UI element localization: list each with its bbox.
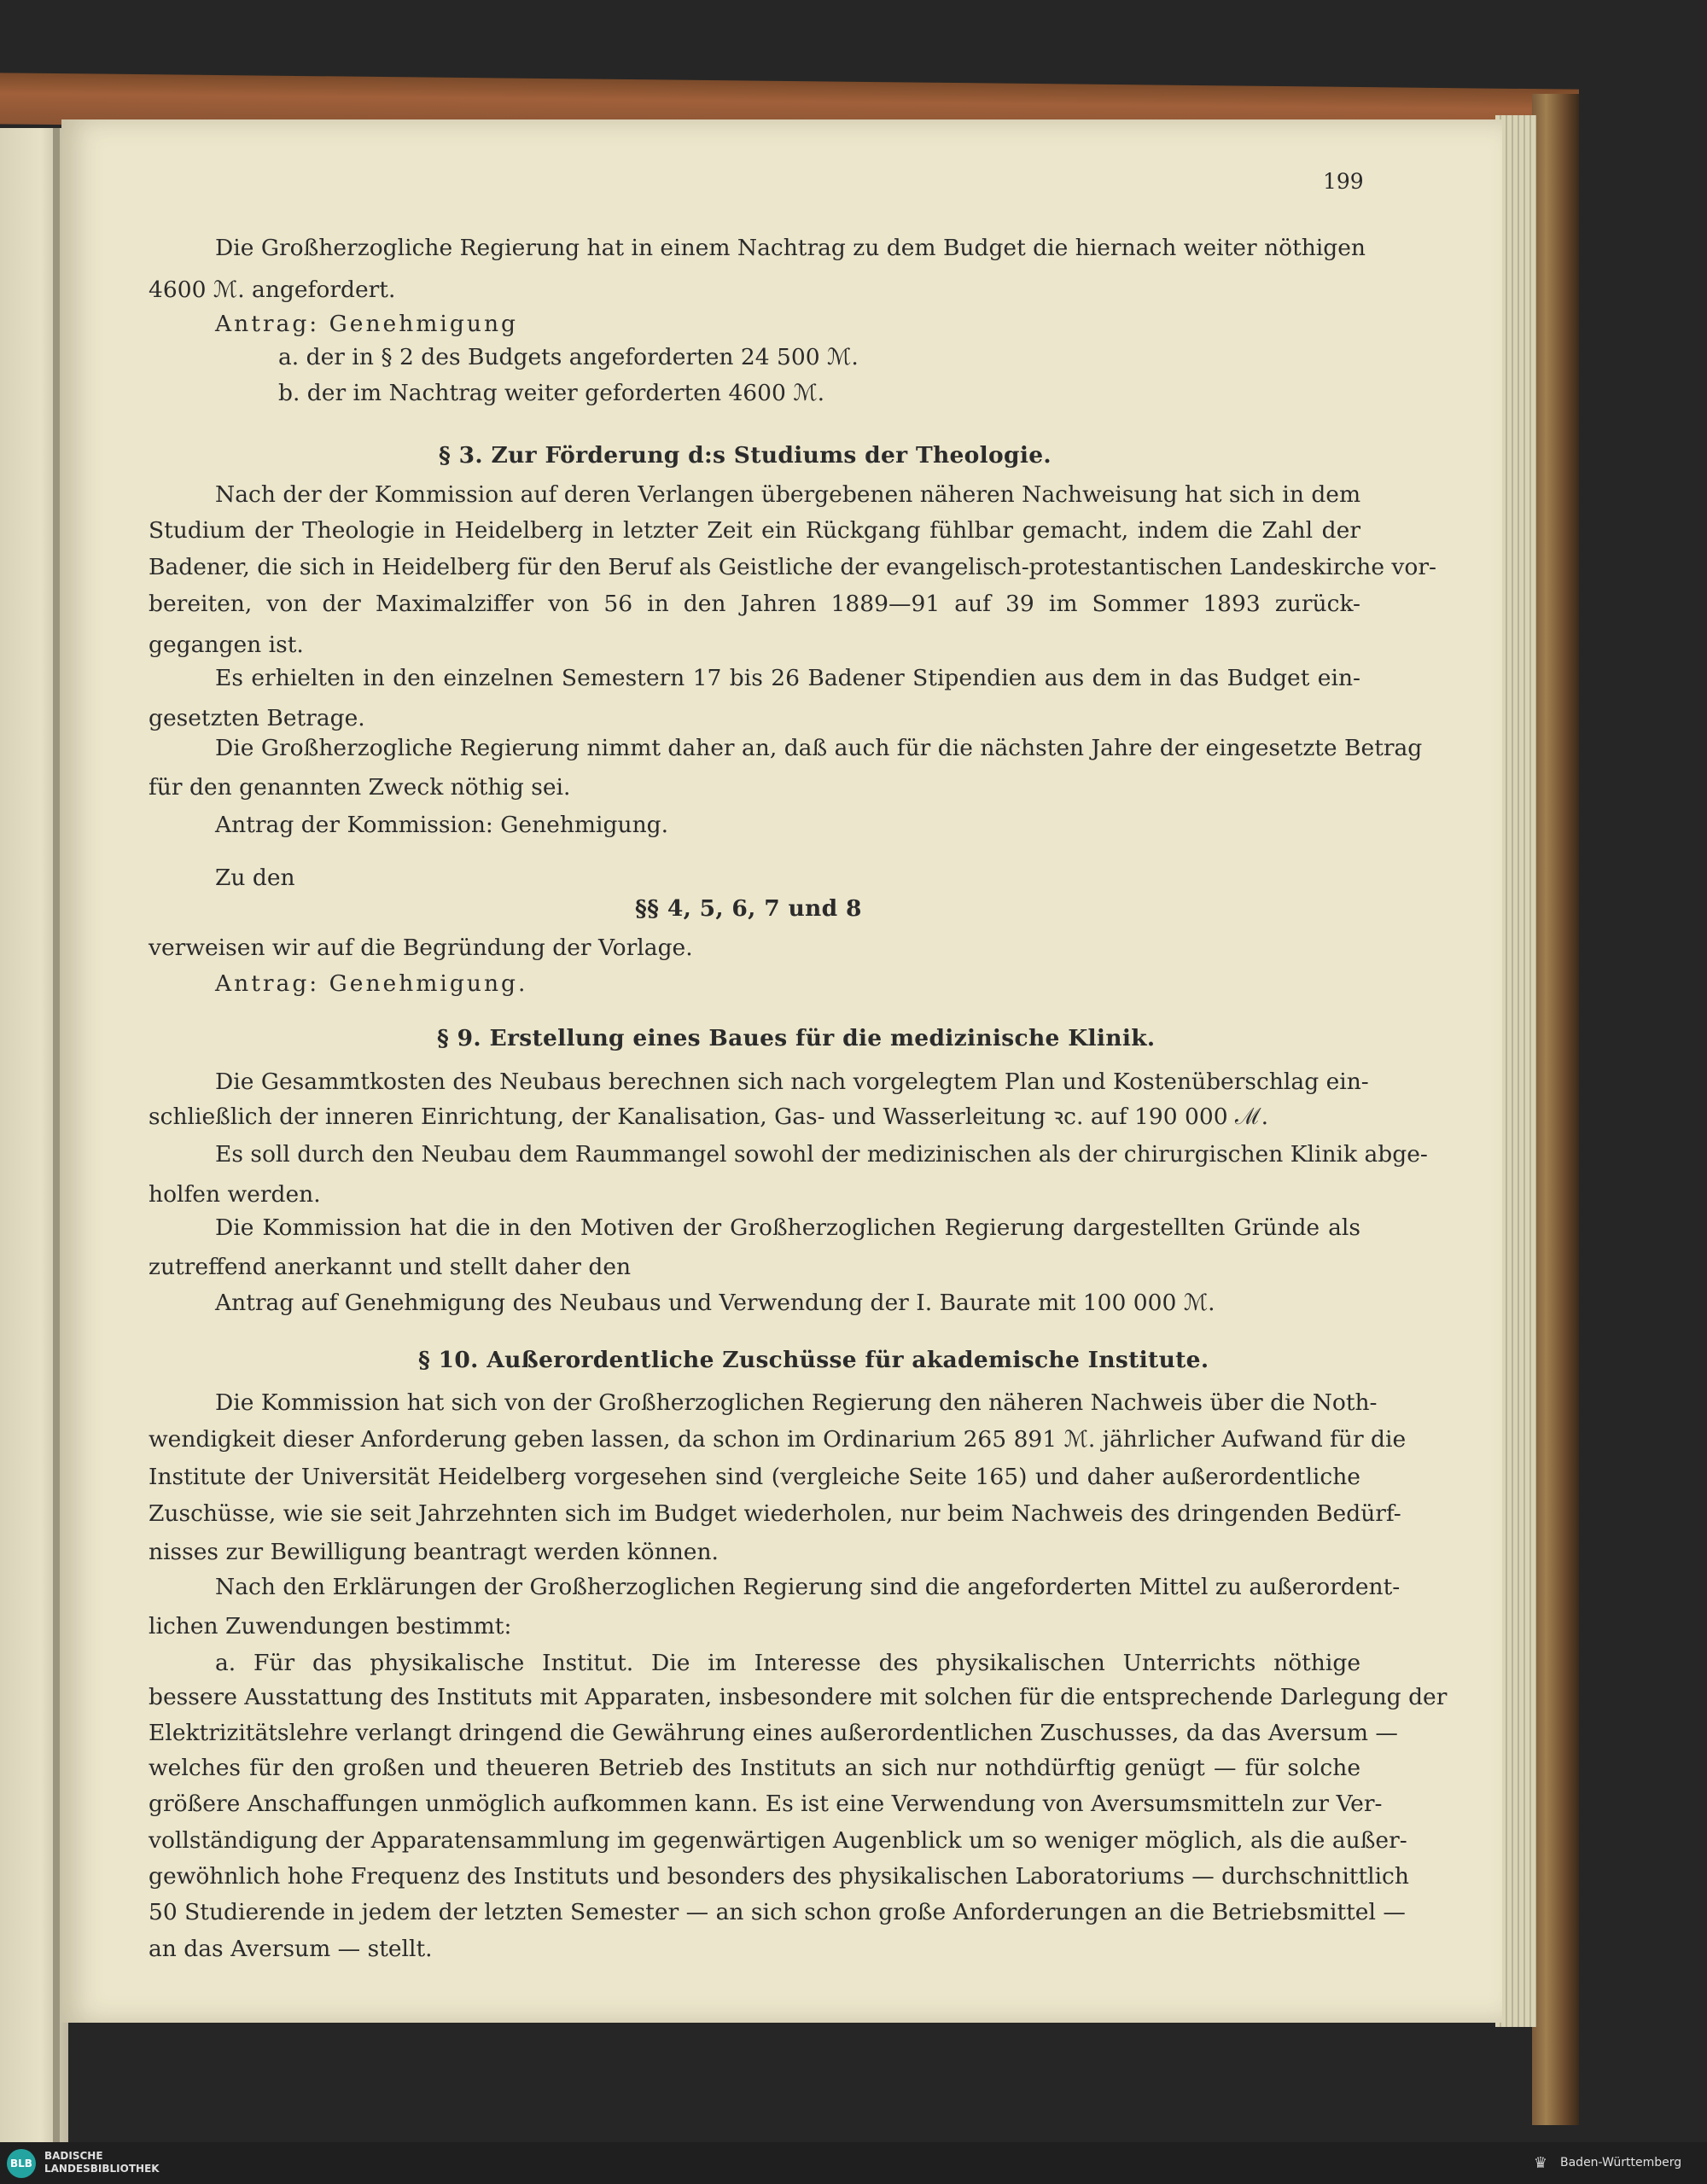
state-name: Baden-Württemberg: [1560, 2156, 1682, 2169]
text-line: an das Aversum — stellt.: [149, 1936, 433, 1962]
text-line: verweisen wir auf die Begründung der Vorlage.: [149, 935, 693, 961]
antrag-line: Antrag der Kommission: Genehmigung.: [215, 812, 669, 838]
text-line: nisses zur Bewilligung beantragt werden können.: [149, 1539, 719, 1565]
text-line: lichen Zuwendungen bestimmt:: [149, 1613, 512, 1639]
text-line: welches für den großen und theueren Betrieb des Instituts an sich nur nothdürftig genügt — für solche: [149, 1755, 1360, 1781]
text-line: vollständigung der Apparatensammlung im gegenwärtigen Augenblick um so weniger möglich, als die außer-: [149, 1827, 1407, 1854]
library-name-line-2: LANDESBIBLIOTHEK: [44, 2163, 160, 2175]
text-line: größere Anschaffungen unmöglich aufkommen kann. Es ist eine Verwendung von Aversumsmitteln zur Ver-: [149, 1791, 1383, 1817]
text-line: Die Gesammtkosten des Neubaus berechnen sich nach vorgelegtem Plan und Kostenüberschlag ein-: [215, 1069, 1369, 1095]
text-line: Die Kommission hat sich von der Großherzoglichen Regierung den näheren Nachweis über die Noth-: [215, 1389, 1378, 1416]
library-name: [44, 2150, 160, 2175]
text-line: Die Großherzogliche Regierung hat in einem Nachtrag zu dem Budget die hiernach weiter nöthigen: [215, 235, 1366, 261]
text-line: Zuschüsse, wie sie seit Jahrzehnten sich im Budget wiederholen, nur beim Nachweis des dringenden Bedürf-: [149, 1500, 1401, 1527]
section-heading: § 9. Erstellung eines Baues für die medizinische Klinik.: [437, 1025, 1156, 1051]
text-line: Institute der Universität Heidelberg vorgesehen sind (vergleiche Seite 165) und daher außerordentliche: [149, 1464, 1360, 1490]
blb-logo-icon: BLB: [7, 2149, 36, 2178]
text-line: b. der im Nachtrag weiter geforderten 4600 ℳ.: [278, 380, 825, 406]
text-line: bereiten, von der Maximalziffer von 56 in den Jahren 1889—91 auf 39 im Sommer 1893 zurück-: [149, 591, 1360, 617]
text-line: Badener, die sich in Heidelberg für den Beruf als Geistliche der evangelisch-protestantischen Landeskirche vor-: [149, 554, 1436, 580]
text-line: für den genannten Zweck nöthig sei.: [149, 774, 571, 801]
text-line: Die Großherzogliche Regierung nimmt daher an, daß auch für die nächsten Jahre der eingesetzte Betrag: [215, 735, 1423, 761]
text-line: gesetzten Betrage.: [149, 705, 365, 731]
text-line: a. der in § 2 des Budgets angeforderten 24 500 ℳ.: [278, 344, 859, 370]
section-heading: § 3. Zur Förderung d:s Studiums der Theologie.: [439, 442, 1052, 469]
text-line: 50 Studierende in jedem der letzten Semester — an sich schon große Anforderungen an die Betriebsmittel —: [149, 1899, 1406, 1925]
text-line: schließlich der inneren Einrichtung, der Kanalisation, Gas- und Wasserleitung ꝛc. auf 190 000 ℳ.: [149, 1104, 1269, 1130]
library-name-line-1: BADISCHE: [44, 2150, 103, 2162]
text-line: zutreffend anerkannt und stellt daher den: [149, 1254, 632, 1280]
text-line: Zu den: [215, 865, 295, 891]
book-cover-edge: [1532, 94, 1579, 2125]
text-line: bessere Ausstattung des Instituts mit Apparaten, insbesondere mit solchen für die entsprechende Darlegung der: [149, 1684, 1448, 1710]
antrag-line: Antrag: Genehmigung.: [215, 970, 528, 997]
text-line: Studium der Theologie in Heidelberg in letzter Zeit ein Rückgang fühlbar gemacht, indem die Zahl der: [149, 517, 1360, 544]
text-line: Es soll durch den Neubau dem Raummangel sowohl der medizinischen als der chirurgischen Klinik abge-: [215, 1141, 1428, 1168]
text-line: gewöhnlich hohe Frequenz des Instituts und besonders des physikalischen Laboratoriums — durchschnittlich: [149, 1863, 1409, 1890]
antrag-line: Antrag: Genehmigung: [215, 311, 518, 337]
left-page-gutter: [53, 128, 60, 2142]
text-line: wendigkeit dieser Anforderung geben lassen, da schon im Ordinarium 265 891 ℳ. jährlicher Aufwand für die: [149, 1426, 1407, 1453]
antrag-line: Antrag auf Genehmigung des Neubaus und Verwendung der I. Baurate mit 100 000 ℳ.: [215, 1290, 1215, 1316]
section-heading: § 10. Außerordentliche Zuschüsse für akademische Institute.: [418, 1347, 1209, 1373]
text-line: gegangen ist.: [149, 632, 304, 658]
page-number: 199: [1323, 169, 1364, 194]
text-line: Nach den Erklärungen der Großherzoglichen Regierung sind die angeforderten Mittel zu außerordent-: [215, 1574, 1401, 1600]
text-line: Es erhielten in den einzelnen Semestern 17 bis 26 Badener Stipendien aus dem in das Budget ein-: [215, 665, 1360, 691]
text-line: 4600 ℳ. angefordert.: [149, 277, 396, 303]
text-line: Elektrizitätslehre verlangt dringend die Gewährung eines außerordentlichen Zuschusses, da das Aversum —: [149, 1720, 1398, 1746]
footer-bar: [0, 2142, 1707, 2184]
text-line: Die Kommission hat die in den Motiven der Großherzoglichen Regierung dargestellten Gründe als: [215, 1214, 1360, 1241]
text-line: a. Für das physikalische Institut. Die im Interesse des physikalischen Unterrichts nöthige: [215, 1650, 1360, 1676]
section-heading: §§ 4, 5, 6, 7 und 8: [635, 895, 862, 922]
coat-of-arms-icon: ♛: [1533, 2154, 1548, 2172]
text-line: holfen werden.: [149, 1181, 321, 1208]
text-line: Nach der der Kommission auf deren Verlangen übergebenen näheren Nachweisung hat sich in dem: [215, 481, 1361, 508]
